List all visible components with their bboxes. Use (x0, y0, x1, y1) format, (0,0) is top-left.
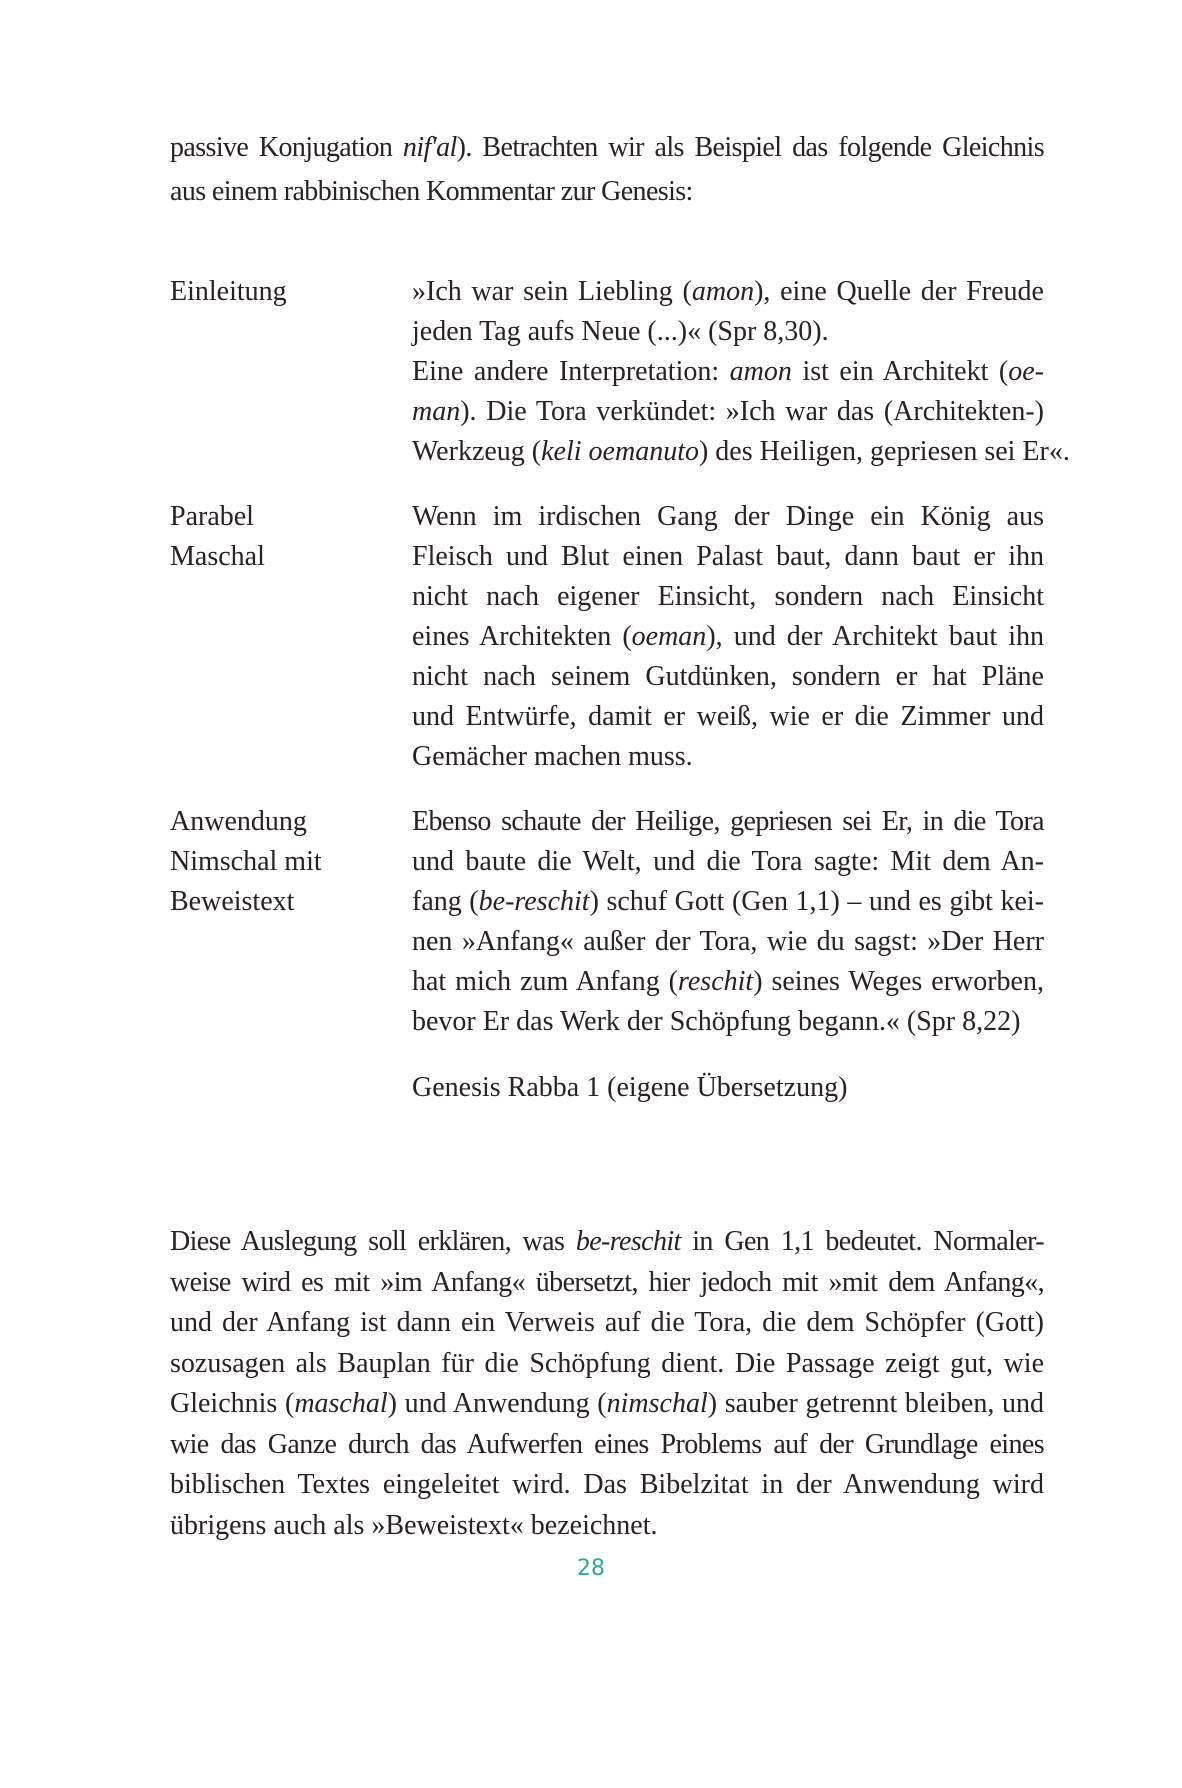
text-run: Ebenso schaute der Heilige, gepriesen sei Er, in die Tora (412, 806, 1044, 837)
italic-term: oeman (631, 621, 707, 652)
intro-line (170, 172, 1044, 212)
paragraph-line (170, 1344, 1044, 1384)
paragraph-line (170, 1384, 1044, 1424)
quote-line (412, 922, 1044, 962)
source-citation: Genesis Rabba 1 (eigene Übersetzung) (412, 1072, 848, 1103)
quote-line (412, 577, 1044, 617)
text-run: nicht nach eigener Einsicht, sondern nach Einsicht (412, 581, 1044, 612)
text-run: Wenn im irdischen Gang der Dinge ein König aus (412, 501, 1044, 532)
section-label: Nimschal mit (170, 846, 322, 877)
text-run: jeden Tag aufs Neue (...)« (Spr 8,30). (412, 316, 829, 347)
section-label: Einleitung (170, 276, 287, 307)
italic-term: oe- (1008, 356, 1044, 387)
quote-line (412, 697, 1044, 737)
text-run: Werkzeug ( (412, 436, 542, 467)
section-label: Beweistext (170, 886, 295, 917)
text-run: weise wird es mit »im Anfang« übersetzt, hier jedoch mit »mit dem Anfang«, (170, 1267, 1044, 1298)
text-run: in Gen 1,1 bedeutet. Normaler- (680, 1226, 1045, 1257)
italic-term: be-reschit (478, 886, 590, 917)
text-run: Diese Auslegung soll erklären, was (170, 1226, 576, 1257)
text-run: und baute die Welt, und die Tora sagte: Mit dem An- (412, 846, 1044, 877)
quote-line (412, 882, 1044, 922)
text-run: eines Architekten ( (412, 621, 632, 652)
text-run: übrigens auch als »Beweistext« bezeichnet. (170, 1510, 658, 1541)
italic-term: maschal (294, 1388, 388, 1419)
italic-term: man (412, 396, 461, 427)
section-label: Maschal (170, 541, 265, 572)
text-run: ), eine Quelle der Freude (754, 276, 1044, 307)
quote-line (412, 352, 1044, 392)
quote-line (412, 737, 1044, 777)
paragraph-line (170, 1465, 1044, 1505)
text-run: ). Die Tora verkündet: »Ich war das (Architekten-) (460, 396, 1044, 427)
text-run: und der Anfang ist dann ein Verweis auf die Tora, die dem Schöpfer (Gott) (170, 1307, 1044, 1338)
paragraph-line (170, 1303, 1044, 1343)
italic-term: be-reschit (575, 1226, 681, 1257)
quote-line (412, 432, 1070, 472)
quote-line (412, 1002, 1044, 1042)
paragraph-line (170, 1222, 1044, 1262)
italic-term: amon (691, 276, 755, 307)
quote-line (412, 272, 1044, 312)
text-run: nicht nach seinem Gutdünken, sondern er hat Pläne (412, 661, 1044, 692)
text-run: Gleichnis ( (170, 1388, 295, 1419)
text-run: hat mich zum Anfang ( (412, 966, 679, 997)
text-run: fang ( (412, 886, 479, 917)
text-run: ) und Anwendung ( (387, 1388, 607, 1419)
quote-line (412, 802, 1044, 842)
italic-term: reschit (678, 966, 754, 997)
italic-term: nif'al (402, 132, 457, 163)
italic-term: nimschal (606, 1388, 708, 1419)
paragraph-line (170, 1425, 1044, 1465)
intro-line (170, 128, 1044, 168)
text-run: ) sauber getrennt bleiben, und (707, 1388, 1044, 1419)
text-run: ist ein Architekt ( (791, 356, 1009, 387)
text-run: ), und der Architekt baut ihn (706, 621, 1044, 652)
text-run: ) seines Weges erworben, (753, 966, 1044, 997)
quote-line (412, 537, 1044, 577)
paragraph-line (170, 1263, 1044, 1303)
text-run: Eine andere Interpretation: (412, 356, 730, 387)
quote-line (412, 962, 1044, 1002)
section-label: Parabel (170, 501, 254, 532)
quote-line (412, 497, 1044, 537)
text-run: »Ich war sein Liebling ( (412, 276, 692, 307)
text-run: Fleisch und Blut einen Palast baut, dann baut er ihn (412, 541, 1044, 572)
quote-line (412, 392, 1044, 432)
text-run: und Entwürfe, damit er weiß, wie er die Zimmer und (412, 701, 1044, 732)
text-run: ) schuf Gott (Gen 1,1) – und es gibt kei- (589, 886, 1045, 917)
text-run: bevor Er das Werk der Schöpfung begann.« (Spr 8,22) (412, 1006, 1021, 1037)
quote-line (412, 617, 1044, 657)
text-run: aus einem rabbinischen Kommentar zur Genesis: (170, 176, 693, 207)
paragraph-line (170, 1506, 1044, 1546)
quote-line (412, 657, 1044, 697)
italic-term: amon (729, 356, 792, 387)
text-run: nen »Anfang« außer der Tora, wie du sagst: »Der Herr (412, 926, 1044, 957)
text-run: ). Betrachten wir als Beispiel das folgende Gleichnis (456, 132, 1044, 163)
text-run: ) des Heiligen, gepriesen sei Er«. (698, 436, 1070, 467)
quote-line (412, 842, 1044, 882)
text-run: biblischen Textes eingeleitet wird. Das Bibelzitat in der Anwendung wird (170, 1469, 1044, 1500)
quote-line (412, 312, 1044, 352)
italic-term: keli oemanuto (541, 436, 699, 467)
text-run: passive Konjugation (170, 132, 403, 163)
text-run: Gemächer machen muss. (412, 741, 693, 772)
page-number: 28 (577, 1556, 605, 1581)
text-run: wie das Ganze durch das Aufwerfen eines Problems auf der Grundlage eines (170, 1429, 1044, 1460)
section-label: Anwendung (170, 806, 307, 837)
text-run: sozusagen als Bauplan für die Schöpfung dient. Die Passage zeigt gut, wie (170, 1348, 1044, 1379)
